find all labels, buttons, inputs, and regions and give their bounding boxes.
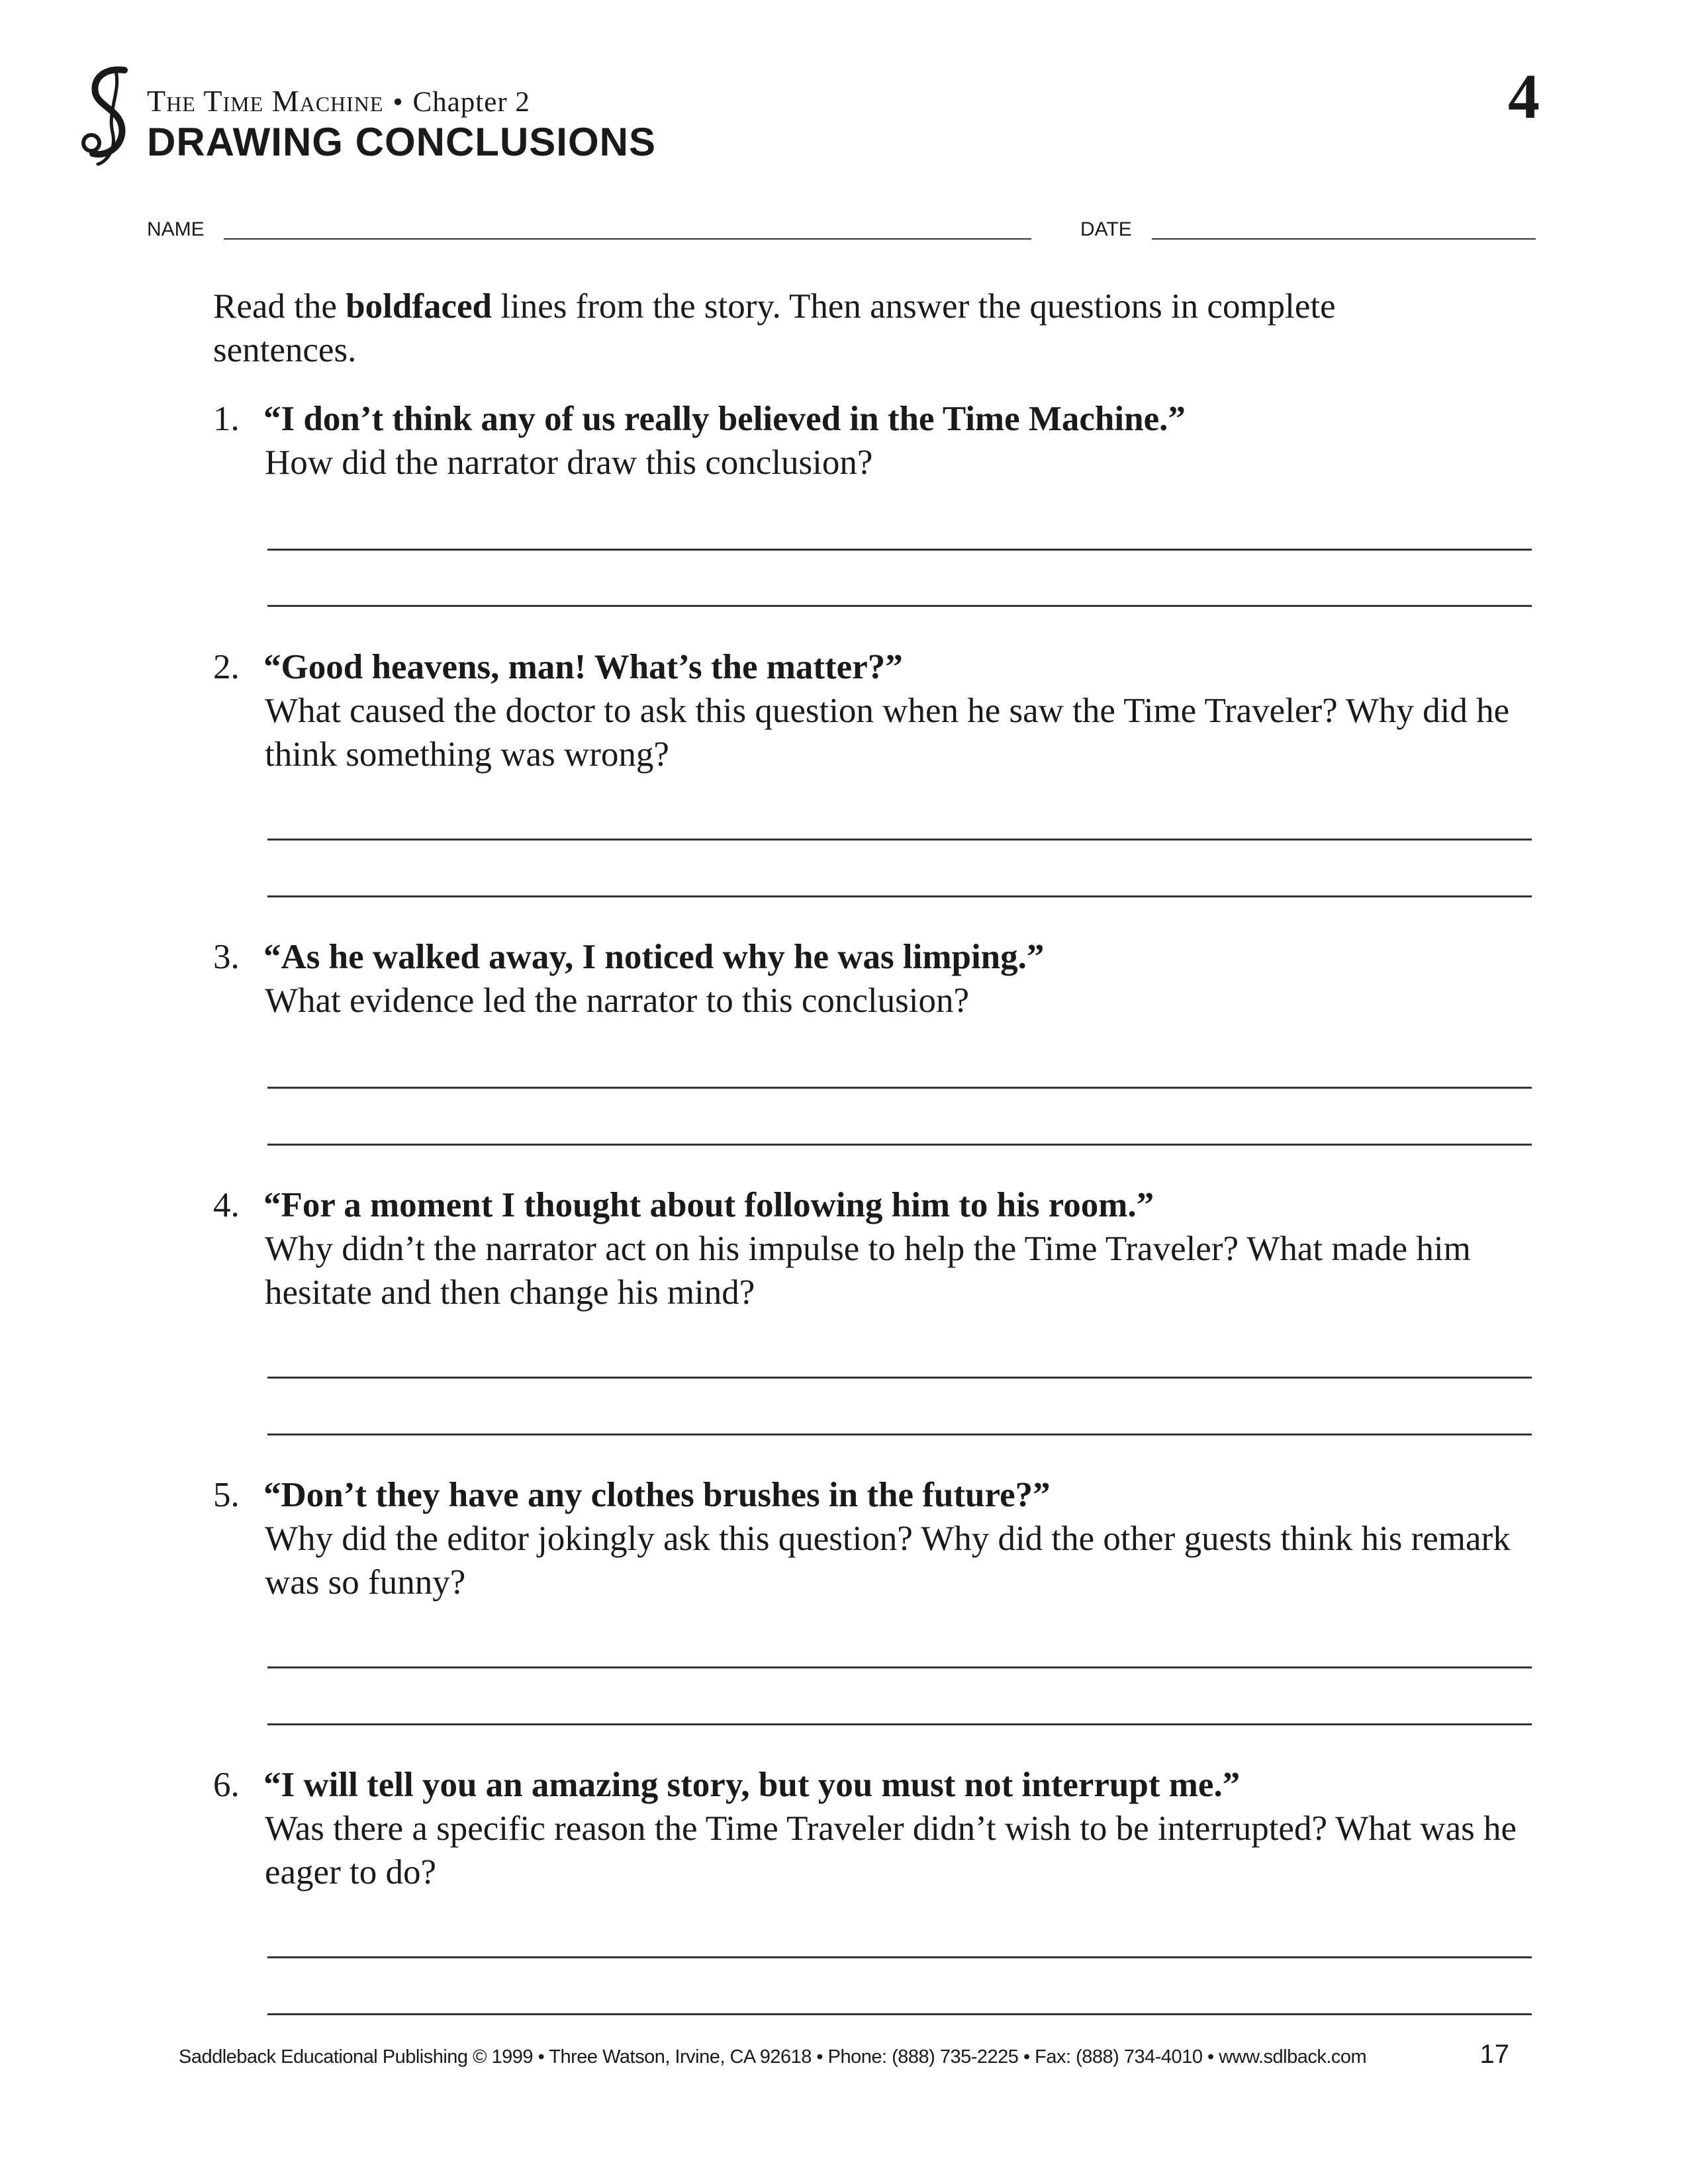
book-title: The Time Machine <box>147 84 384 118</box>
question-number: 3. <box>213 938 240 976</box>
answer-line-6b[interactable] <box>267 2013 1532 2015</box>
chapter-label: Chapter 2 <box>412 87 530 118</box>
question-prompt: Why did the editor jokingly ask this question? Why did the other guests think his remark was so funny? <box>265 1520 1511 1602</box>
answer-line-1a[interactable] <box>267 549 1532 551</box>
question-5 <box>213 1473 1537 1604</box>
date-field[interactable] <box>1152 238 1536 240</box>
answer-line-2a[interactable] <box>267 839 1532 841</box>
question-number: 2. <box>213 648 240 686</box>
question-number: 5. <box>213 1476 240 1514</box>
question-prompt: Was there a specific reason the Time Traveler didn’t wish to be interrupted? What was he eager to do? <box>265 1809 1517 1891</box>
question-number: 4. <box>213 1186 240 1224</box>
publisher-footer: Saddleback Educational Publishing © 1999 • Three Watson, Irvine, CA 92618 • Phone: (888) 735-2225 • Fax: (888) 734-4010 • www.sdlback.com <box>179 2046 1367 2068</box>
worksheet-title: DRAWING CONCLUSIONS <box>147 120 656 164</box>
answer-line-5a[interactable] <box>267 1666 1532 1668</box>
question-number: 6. <box>213 1766 240 1804</box>
answer-line-5b[interactable] <box>267 1723 1532 1725</box>
question-3 <box>213 935 1537 1023</box>
question-prompt: Why didn’t the narrator act on his impulse to help the Time Traveler? What made him hesitate and then change his mind? <box>265 1230 1471 1312</box>
question-prompt: What caused the doctor to ask this question when he saw the Time Traveler? Why did he think something was wrong? <box>265 692 1510 774</box>
answer-line-4b[interactable] <box>267 1433 1532 1435</box>
question-1 <box>213 397 1537 484</box>
question-2 <box>213 645 1537 776</box>
answer-line-4a[interactable] <box>267 1377 1532 1379</box>
date-label: DATE <box>1080 218 1132 240</box>
question-6 <box>213 1763 1537 1894</box>
question-prompt: How did the narrator draw this conclusion? <box>265 443 873 482</box>
question-quote: “I will tell you an amazing story, but you must not interrupt me.” <box>263 1766 1241 1804</box>
answer-line-6a[interactable] <box>267 1956 1532 1958</box>
page-number: 17 <box>1479 2040 1509 2069</box>
answer-line-2b[interactable] <box>267 895 1532 897</box>
lesson-number: 4 <box>1508 61 1540 132</box>
question-quote: “I don’t think any of us really believed in the Time Machine.” <box>263 400 1186 438</box>
question-quote: “Don’t they have any clothes brushes in the future?” <box>263 1476 1051 1514</box>
question-quote: “Good heavens, man! What’s the matter?” <box>263 648 903 686</box>
answer-line-1b[interactable] <box>267 605 1532 607</box>
instructions: Read the boldfaced lines from the story. Then answer the questions in complete sentences. <box>213 287 1336 369</box>
answer-line-3b[interactable] <box>267 1144 1532 1146</box>
name-label: NAME <box>147 218 205 240</box>
name-field[interactable] <box>224 238 1031 240</box>
question-quote: “As he walked away, I noticed why he was limping.” <box>263 938 1045 976</box>
saddleback-s-logo-icon <box>78 64 142 169</box>
question-prompt: What evidence led the narrator to this conclusion? <box>265 981 970 1020</box>
question-4 <box>213 1183 1537 1314</box>
question-quote: “For a moment I thought about following him to his room.” <box>263 1186 1154 1224</box>
series-separator: • <box>393 87 404 118</box>
series-line <box>147 83 530 118</box>
answer-line-3a[interactable] <box>267 1087 1532 1089</box>
question-number: 1. <box>213 400 240 438</box>
instructions-bold-word: boldfaced <box>346 287 492 326</box>
